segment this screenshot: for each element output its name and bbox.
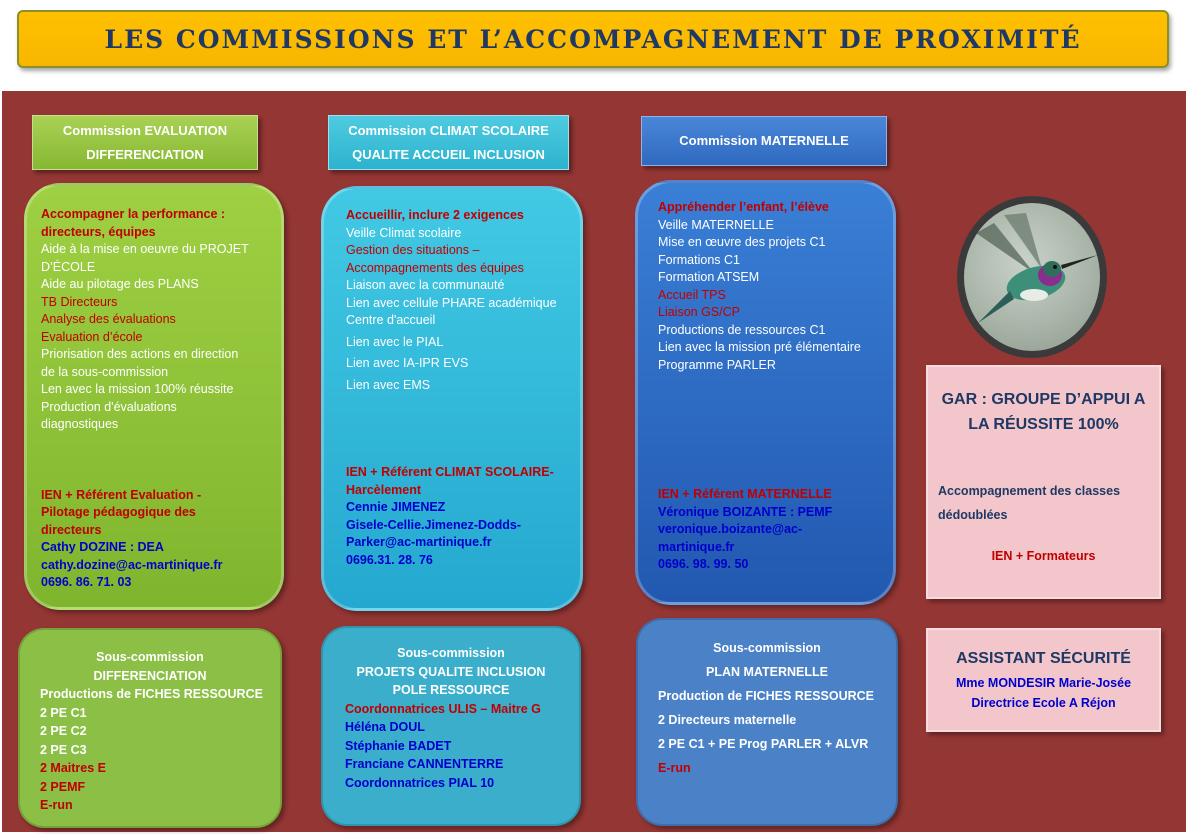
list-item: Evaluation d’école — [41, 329, 143, 344]
card-contact: cathy.dozine@ac-martinique.fr — [41, 557, 223, 572]
sub-lines — [40, 685, 280, 815]
list-item: E-run — [40, 798, 73, 812]
card-contact: 0696. 98. 99. 50 — [658, 557, 749, 571]
list-item: Len avec la mission 100% réussite — [41, 382, 234, 396]
header-climat-scolaire — [328, 115, 569, 170]
sub-title: Sous-commission — [96, 650, 204, 664]
gar-title: GAR : GROUPE D’APPUI A LA RÉUSSITE 100% — [941, 391, 1146, 433]
header-evaluation — [32, 115, 258, 170]
card-contact: 0696.31. 28. 76 — [346, 552, 433, 567]
security-role: Directrice Ecole A Réjon — [971, 696, 1116, 710]
list-item: Lien avec la mission pré élémentaire — [658, 340, 861, 354]
list-item: 2 PE C1 — [40, 705, 87, 720]
sub-title: PROJETS QUALITE INCLUSION — [356, 664, 546, 679]
sub-differenciation — [18, 628, 282, 828]
card-lines — [658, 217, 879, 375]
header-line: Commission CLIMAT SCOLAIRE — [348, 122, 549, 138]
list-item: Veille Climat scolaire — [346, 225, 462, 240]
list-item: Centre d'accueil — [346, 313, 436, 327]
list-item: D’ÉCOLE — [41, 259, 96, 274]
card-lines — [346, 225, 566, 395]
list-item: Lien avec EMS — [346, 377, 431, 392]
sub-title: PLAN MATERNELLE — [706, 665, 828, 679]
list-item: Priorisation des actions en direction — [41, 347, 239, 361]
header-maternelle — [641, 116, 887, 166]
list-item: 2 PE C1 + PE Prog PARLER + ALVR — [658, 737, 869, 751]
list-item: diagnostiques — [41, 417, 119, 431]
list-item: Accueil TPS — [658, 287, 726, 302]
card-referent: directeurs — [41, 522, 102, 537]
list-item: de la sous-commission — [41, 364, 169, 379]
sub-lines — [345, 700, 579, 793]
list-item: Héléna DOUL — [345, 720, 425, 734]
card-climat-scolaire — [321, 186, 583, 611]
card-intro: Accueillir, inclure 2 exigences — [346, 208, 524, 222]
card-contact: veronique.boizante@ac- — [658, 522, 803, 536]
list-item: Liaison avec la communauté — [346, 278, 505, 292]
sub-title: Sous-commission — [713, 641, 821, 655]
list-item: Coordonnatrices PIAL 10 — [345, 775, 495, 790]
security-box — [926, 628, 1161, 732]
list-item: Production de FICHES RESSOURCE — [658, 689, 874, 703]
list-item: TB Directeurs — [41, 294, 118, 309]
card-contact: Véronique BOIZANTE : PEMF — [658, 504, 833, 519]
list-item: Lien avec le PIAL — [346, 334, 444, 349]
list-item: E-run — [658, 761, 691, 775]
card-contact: Cathy DOZINE : DEA — [41, 540, 164, 554]
card-contact: Cennie JIMENEZ — [346, 500, 446, 514]
list-item: Formation ATSEM — [658, 270, 760, 284]
list-item: 2 Directeurs maternelle — [658, 713, 797, 727]
card-referent: IEN + Référent Evaluation - — [41, 487, 202, 502]
card-contact: martinique.fr — [658, 539, 735, 554]
card-referent: Harcèlement — [346, 482, 422, 497]
header-line: Commission EVALUATION — [62, 122, 228, 138]
security-title: ASSISTANT SÉCURITÉ — [956, 650, 1131, 667]
card-maternelle — [635, 180, 896, 605]
hummingbird-photo-icon — [957, 196, 1107, 358]
list-item: Gestion des situations – — [346, 243, 480, 257]
gar-desc: Accompagnement des classes dédoublées — [938, 484, 1121, 522]
card-referent: IEN + Référent MATERNELLE — [658, 487, 832, 501]
sub-plan-maternelle — [636, 618, 898, 826]
list-item: Lien avec IA-IPR EVS — [346, 356, 469, 370]
title-banner — [17, 10, 1169, 68]
card-intro: Appréhender l’enfant, l’élève — [658, 200, 829, 214]
list-item: Stéphanie BADET — [345, 738, 452, 753]
header-line: QUALITE ACCUEIL INCLUSION — [352, 146, 545, 162]
list-item: 2 Maitres E — [40, 761, 107, 775]
card-intro: directeurs, équipes — [41, 224, 156, 239]
list-item: Lien avec cellule PHARE académique — [346, 295, 557, 310]
list-item: Liaison GS/CP — [658, 305, 740, 319]
hummingbird-icon — [964, 203, 1100, 351]
gar-footer: IEN + Formateurs — [991, 549, 1096, 563]
security-name: Mme MONDESIR Marie-Josée — [955, 676, 1132, 690]
page-title: LES COMMISSIONS ET L’ACCOMPAGNEMENT DE PROXIMITÉ — [104, 24, 1082, 54]
list-item: Formations C1 — [658, 252, 740, 267]
list-item: Programme PARLER — [658, 357, 776, 372]
sub-title: Sous-commission — [397, 646, 505, 660]
gar-box — [926, 365, 1161, 599]
list-item: Veille MATERNELLE — [658, 217, 774, 232]
list-item: Analyse des évaluations — [41, 312, 176, 326]
header-line: Commission MATERNELLE — [679, 133, 849, 148]
card-referent: IEN + Référent CLIMAT SCOLAIRE- — [346, 465, 554, 479]
list-item: Productions de ressources C1 — [658, 322, 826, 337]
card-intro: Accompagner la performance : — [41, 207, 226, 221]
list-item: 2 PE C3 — [40, 742, 87, 757]
list-item: Aide à la mise en oeuvre du PROJET — [41, 242, 249, 256]
list-item: Productions de FICHES RESSOURCE — [40, 687, 263, 701]
sub-projets-qualite — [321, 626, 581, 826]
sub-lines — [658, 684, 896, 780]
card-contact: Gisele-Cellie.Jimenez-Dodds- — [346, 517, 522, 532]
list-item: Franciane CANNENTERRE — [345, 757, 504, 771]
list-item: Accompagnements des équipes — [346, 260, 524, 275]
card-contact: Parker@ac-martinique.fr — [346, 535, 492, 549]
card-contact: 0696. 86. 71. 03 — [41, 575, 132, 589]
list-item: Production d'évaluations — [41, 399, 177, 414]
sub-title: DIFFERENCIATION — [93, 668, 207, 683]
card-evaluation — [24, 183, 284, 610]
list-item: Mise en œuvre des projets C1 — [658, 235, 826, 249]
card-referent: Pilotage pédagogique des — [41, 505, 196, 519]
list-item: 2 PEMF — [40, 779, 86, 794]
list-item: Aide au pilotage des PLANS — [41, 277, 199, 291]
header-line: DIFFERENCIATION — [86, 146, 204, 162]
card-lines — [41, 241, 267, 434]
list-item: 2 PE C2 — [40, 724, 87, 738]
sub-title: POLE RESSOURCE — [392, 683, 510, 697]
list-item: Coordonnatrices ULIS – Maitre G — [345, 701, 541, 716]
